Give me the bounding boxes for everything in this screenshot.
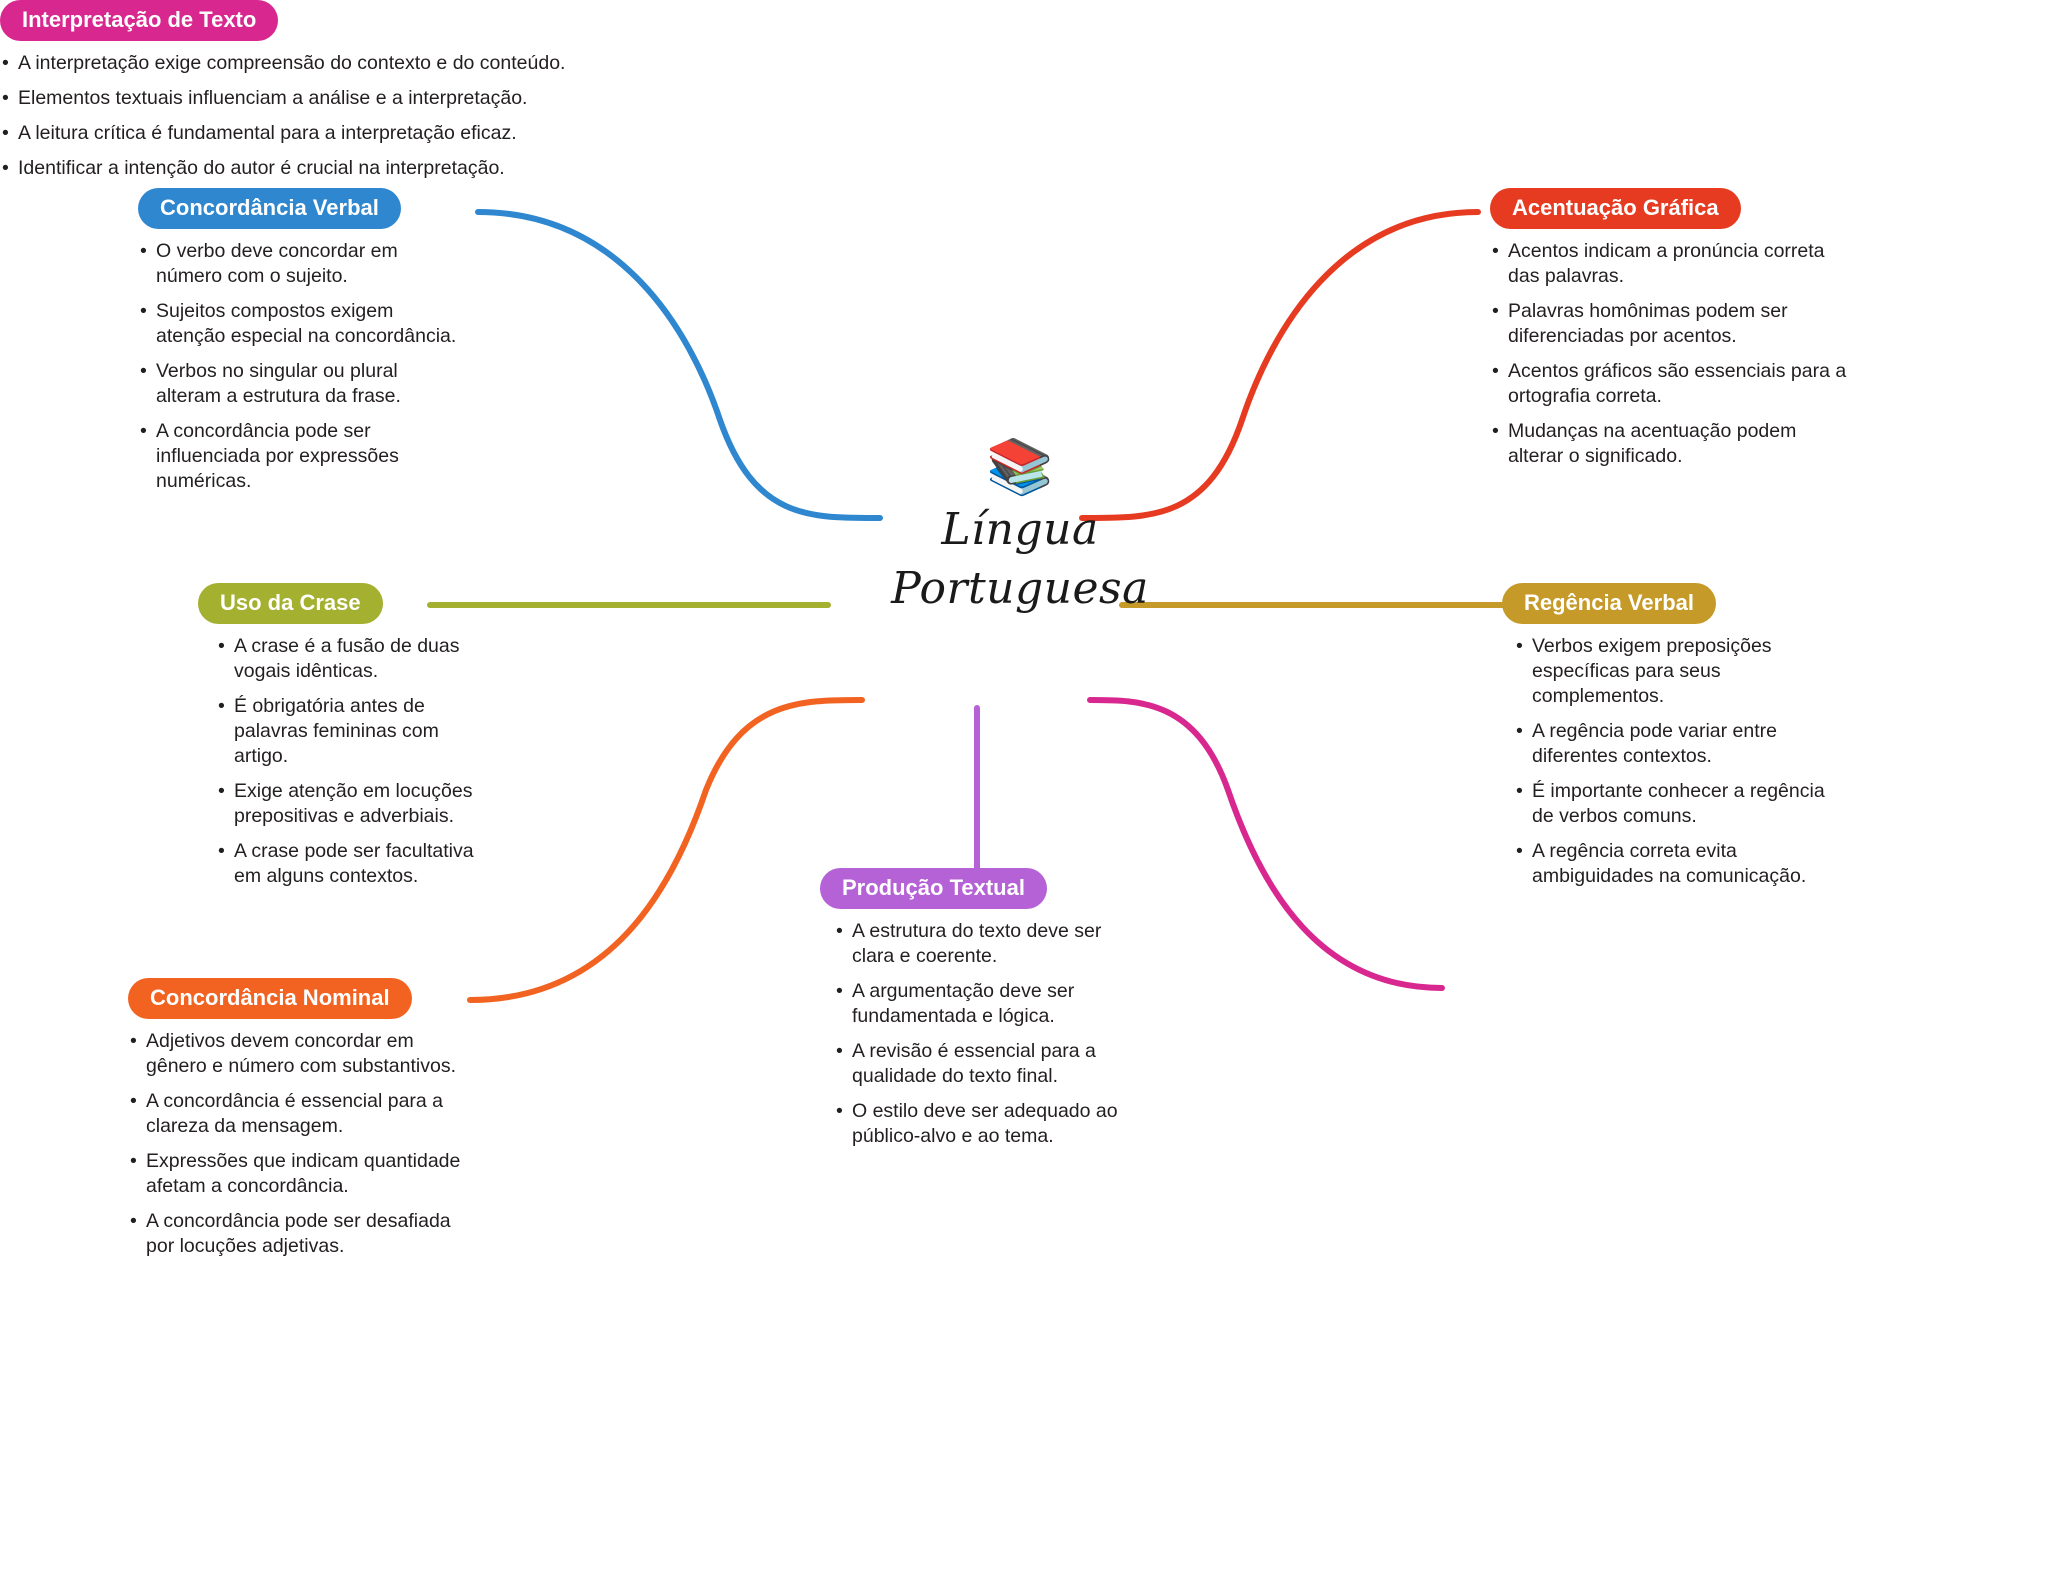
list-item: • O estilo deve ser adequado ao público-alvo e ao tema. [834,1099,1140,1149]
branch-acentuacao-grafica [1490,188,1850,479]
list-item: • Identificar a intenção do autor é crucial na interpretação. [0,156,565,181]
list-item: • Exige atenção em locuções prepositivas e adverbiais. [216,779,478,829]
list-item: • A argumentação deve ser fundamentada e lógica. [834,979,1140,1029]
branch-interpretacao-de-texto [0,0,565,191]
branch-label-concordancia-nominal[interactable]: Concordância Nominal [128,978,412,1019]
list-item: • Acentos gráficos são essenciais para a ortografia correta. [1490,359,1850,409]
branch-points-producao-textual [834,919,1140,1149]
branch-points-uso-da-crase [216,634,478,889]
list-item: • O verbo deve concordar em número com o sujeito. [138,239,468,289]
list-item: • Adjetivos devem concordar em gênero e número com substantivos. [128,1029,468,1079]
list-item: • Sujeitos compostos exigem atenção especial na concordância. [138,299,468,349]
books-icon: 📚 [986,437,1054,497]
branch-concordancia-nominal [128,978,468,1269]
list-item: • É importante conhecer a regência de verbos comuns. [1514,779,1832,829]
page-title [820,500,1220,619]
branch-uso-da-crase [198,583,478,899]
branch-points-concordancia-nominal [128,1029,468,1259]
list-item: • A revisão é essencial para a qualidade do texto final. [834,1039,1140,1089]
list-item: • A regência correta evita ambiguidades na comunicação. [1514,839,1832,889]
list-item: • A crase é a fusão de duas vogais idênticas. [216,634,478,684]
center-node [820,437,1220,619]
list-item: • Palavras homônimas podem ser diferenciadas por acentos. [1490,299,1850,349]
branch-concordancia-verbal [138,188,468,504]
branch-label-acentuacao-grafica[interactable]: Acentuação Gráfica [1490,188,1741,229]
branch-producao-textual [820,868,1140,1159]
list-item: • A crase pode ser facultativa em alguns contextos. [216,839,478,889]
branch-points-interpretacao-de-texto [0,51,565,181]
branch-label-uso-da-crase[interactable]: Uso da Crase [198,583,383,624]
list-item: • Expressões que indicam quantidade afetam a concordância. [128,1149,468,1199]
list-item: • A leitura crítica é fundamental para a interpretação eficaz. [0,121,565,146]
branch-regencia-verbal [1502,583,1832,899]
connector-interpretacao-de-texto [1090,700,1442,988]
branch-label-producao-textual[interactable]: Produção Textual [820,868,1047,909]
center-title-line1: Língua [941,504,1099,555]
list-item: • A concordância pode ser influenciada por expressões numéricas. [138,419,468,494]
connector-concordancia-nominal [470,700,862,1000]
list-item: • A concordância é essencial para a clareza da mensagem. [128,1089,468,1139]
list-item: • A estrutura do texto deve ser clara e coerente. [834,919,1140,969]
branch-label-regencia-verbal[interactable]: Regência Verbal [1502,583,1716,624]
branch-points-concordancia-verbal [138,239,468,494]
branch-points-regencia-verbal [1514,634,1832,889]
list-item: • A concordância pode ser desafiada por locuções adjetivas. [128,1209,468,1259]
list-item: • É obrigatória antes de palavras femininas com artigo. [216,694,478,769]
center-title-line2: Portuguesa [891,563,1149,615]
list-item: • A regência pode variar entre diferentes contextos. [1514,719,1832,769]
list-item: • Acentos indicam a pronúncia correta das palavras. [1490,239,1850,289]
branch-label-interpretacao-de-texto[interactable]: Interpretação de Texto [0,0,278,41]
list-item: • Elementos textuais influenciam a análise e a interpretação. [0,86,565,111]
branch-label-concordancia-verbal[interactable]: Concordância Verbal [138,188,401,229]
list-item: • A interpretação exige compreensão do contexto e do conteúdo. [0,51,565,76]
list-item: • Mudanças na acentuação podem alterar o significado. [1490,419,1850,469]
list-item: • Verbos no singular ou plural alteram a estrutura da frase. [138,359,468,409]
branch-points-acentuacao-grafica [1490,239,1850,469]
list-item: • Verbos exigem preposições específicas para seus complementos. [1514,634,1832,709]
